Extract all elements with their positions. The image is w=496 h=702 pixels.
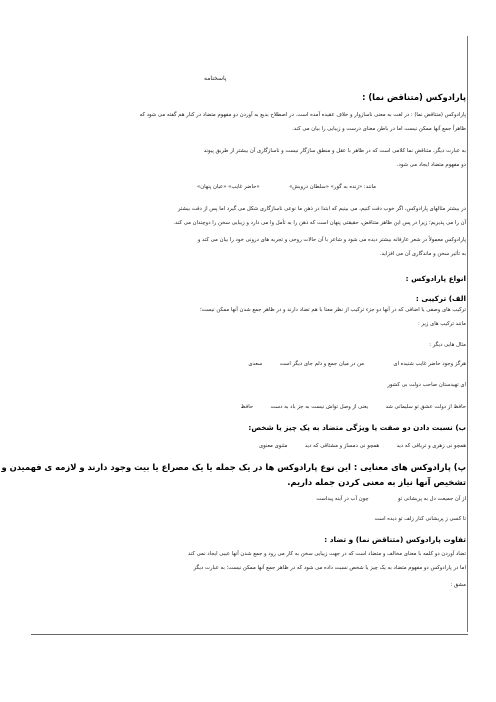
example-row-1-b: من در میان جمع و دلم جای دیگر است [279,361,364,367]
example-row-3-b: یعنی از وصل تواش نیست به جز باد به دست [270,404,369,410]
type-a-desc-2: مانند ترکیب های زیر : [417,321,466,327]
example-row-3 [241,405,466,410]
type-c-example-1-a: از آن جمیعت دل به پریشانی تو [397,496,466,502]
para3-line-3: پارادوکس معمولاً در شعر عارفانه بیشتر دیده می شود و شاعر با آن حالات روحی و تجربه های درونی خود را بیان می کند و [197,237,466,243]
intro-line-2: ظاهراً جمع آنها ممکن نیست اما در باطن معنای درست و زیبایی را بیان می کند. [292,126,466,132]
type-b-heading: ب) نسبت دادن دو صفت یا ویژگی متضاد به یک چیز یا شخص: [248,423,466,432]
types-heading: انواع پارادوکس : [405,274,466,283]
diff-body-3: مشق : [450,582,466,588]
example-row-2 [387,383,466,388]
example-a: مانند: «زنده به گور» «سلطان درویش» [289,184,376,190]
type-c-heading-1: پ) پارادوکس های معنایی : این نوع پارادوکس ها در یک جمله یا یک مصراع یا بیت وجود دارند و لازمه ی فهمیدن و [1,462,466,472]
document-page [1,0,466,702]
diff-body-1: تضاد آوردن دو کلمه با معنای مخالف و متضاد است که در جهت زیبایی سخن به کار می رود و جمع شدن آنها عیبی ایجاد نمی کند [188,551,466,557]
example-line [197,185,376,190]
example-row-1 [248,362,466,367]
type-b-example-b: همچو نی دمساز و مشتاقی که دید [304,443,380,449]
main-heading: پارادوکس (متناقض نما) : [362,92,466,102]
type-a-heading: الف) ترکیبی : [415,294,466,303]
para3-line-4: به تأثیر سخن و ماندگاری آن می افزاید. [379,251,466,257]
example-row-3-a: حافظ از دولت عشق تو سلیمانی شد [385,404,466,410]
type-c-example-2 [374,517,466,522]
type-b-example-a: همچو نی زهری و تریاقی که دید [396,443,466,449]
para3-line-1: در بیشتر مثالهای پارادوکس، اگر خوب دقت کنیم، می بینیم که ابتدا در ذهن ما نوعی ناسازگاری شکل می گیرد اما پس از دقت بیشتر [177,206,466,212]
page-bottom-rule [31,634,468,635]
para2-line-2: دو مفهوم متضاد ایجاد می شود. [396,162,466,168]
para3-line-2: آن را می پذیریم؛ زیرا در پس این ظاهر متناقض، حقیقتی پنهان است که ذهن را به تأمل وا می دارد و زیبایی سخن را دوچندان می کند. [173,220,466,226]
type-b-example-c: مثنوی معنوی [259,443,288,449]
type-c-example-1 [316,497,466,502]
examples-heading: مثال هایی دیگر : [429,342,466,348]
type-c-heading-2: تشخیص آنها نیاز به معنی کردن جمله داریم. [287,477,466,487]
example-row-1-a: هرگز وجود حاضر غایب شنیده ای [393,361,466,367]
intro-line-1: پارادوکس (متناقض نما) : در لغت به معنی ناسازوار و خلاف عقیده آمده است. در اصطلاح بدیع به آوردن دو مفهوم متضاد در کنار هم گفته می شود که [139,112,466,118]
example-b: «حاضر غایب» «عیان پنهان» [197,184,260,190]
type-c-example-2-a: تا کسی ز پریشانی کنار زلف تو دیده است [374,516,466,522]
example-row-3-c: حافظ [240,404,254,410]
type-c-example-1-b: چون آب در آینه پیداست [316,496,369,502]
type-a-desc-1: ترکیب های وصفی یا اضافی که در آنها دو جزء ترکیب از نظر معنا با هم تضاد دارند و در ظاهر جمع شدن آنها ممکن نیست؛ [199,307,466,313]
diff-heading: تفاوت پارادوکس (متناقض نما) و تضاد : [324,535,466,544]
type-b-example [259,444,466,449]
page-title: پاسخنامه [204,75,227,82]
diff-body-2: اما در پارادوکس دو مفهوم متضاد به یک چیز یا شخص نسبت داده می شود که در ظاهر جمع آنها ممکن نیست؛ به عبارت دیگر [193,565,466,571]
example-row-1-c: سعدی [248,361,263,367]
example-row-2-a: ای تهیدستان صاحب دولت بی کشور [387,382,466,388]
para2-line-1: به عبارت دیگر، متناقض نما کلامی است که در ظاهر با عقل و منطق سازگار نیست و ناسازگاری آن بیشتر از طریق پیوند [203,148,466,154]
page-right-border [467,36,468,632]
